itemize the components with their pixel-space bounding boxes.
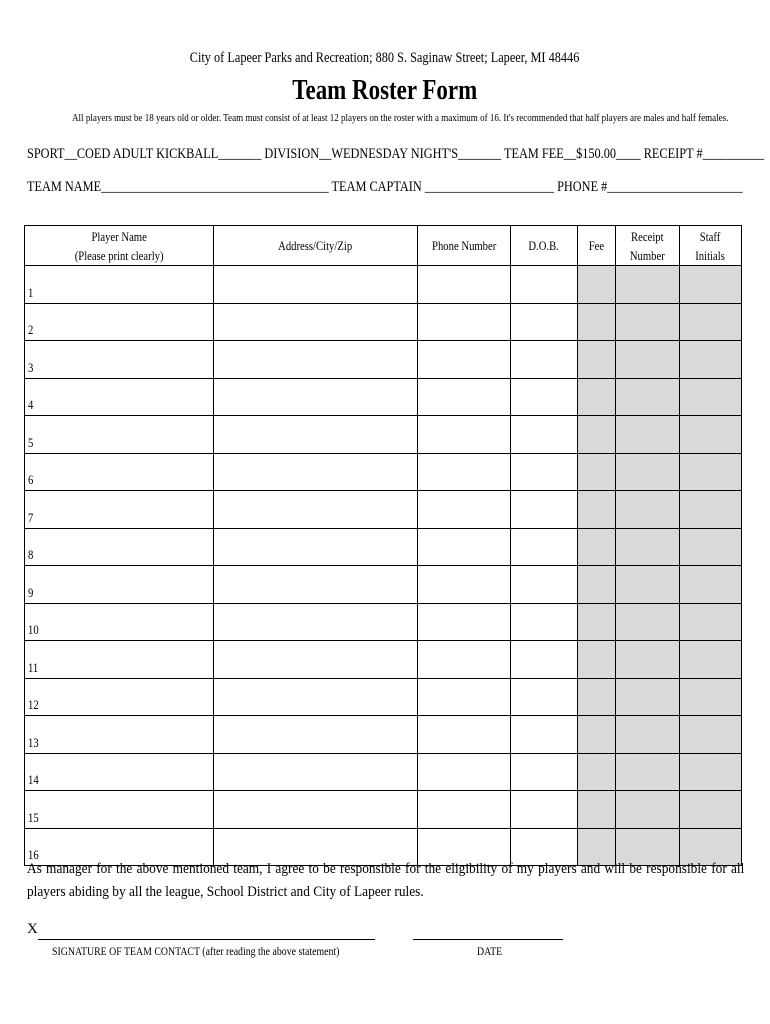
row-number: 5 xyxy=(28,434,34,450)
table-row xyxy=(25,566,742,604)
table-row xyxy=(25,528,742,566)
cell-address[interactable] xyxy=(214,453,418,491)
row-number: 1 xyxy=(28,284,34,300)
table-row xyxy=(25,641,742,679)
cell-dob[interactable] xyxy=(511,266,578,304)
cell-player-name[interactable] xyxy=(25,603,214,641)
cell-dob[interactable] xyxy=(511,378,578,416)
column-header-receipt-number: Receipt Number xyxy=(616,226,680,266)
cell-address[interactable] xyxy=(214,491,418,529)
table-row xyxy=(25,491,742,529)
cell-address[interactable] xyxy=(214,716,418,754)
cell-address[interactable] xyxy=(214,341,418,379)
cell-phone-number[interactable] xyxy=(418,378,511,416)
row-number: 2 xyxy=(28,322,34,337)
cell-fee[interactable] xyxy=(578,341,616,379)
row-number: 4 xyxy=(28,397,34,412)
table-row xyxy=(25,266,742,304)
cell-player-name[interactable] xyxy=(25,491,214,529)
cell-player-name[interactable] xyxy=(25,566,214,604)
signature-line[interactable] xyxy=(38,939,375,940)
cell-receipt-number[interactable] xyxy=(616,716,680,754)
cell-dob[interactable] xyxy=(511,453,578,491)
cell-dob[interactable] xyxy=(511,566,578,604)
page-title: Team Roster Form xyxy=(292,75,478,106)
cell-player-name[interactable] xyxy=(25,791,214,829)
column-header-staff-initials: Staff Initials xyxy=(680,226,742,266)
cell-staff-initials[interactable] xyxy=(680,641,742,679)
date-line[interactable] xyxy=(413,939,563,940)
cell-staff-initials[interactable] xyxy=(680,416,742,454)
cell-dob[interactable] xyxy=(511,716,578,754)
row-number: 11 xyxy=(28,659,39,675)
table-row xyxy=(25,678,742,716)
row-number: 10 xyxy=(28,622,39,637)
cell-phone-number[interactable] xyxy=(418,303,511,341)
cell-phone-number[interactable] xyxy=(418,678,511,716)
cell-staff-initials[interactable] xyxy=(680,378,742,416)
row-number: 15 xyxy=(28,809,39,825)
cell-staff-initials[interactable] xyxy=(680,678,742,716)
cell-receipt-number[interactable] xyxy=(616,491,680,529)
cell-fee[interactable] xyxy=(578,266,616,304)
roster-table xyxy=(24,225,742,866)
cell-player-name[interactable] xyxy=(25,753,214,791)
table-row xyxy=(25,341,742,379)
table-row xyxy=(25,453,742,491)
cell-staff-initials[interactable] xyxy=(680,716,742,754)
cell-staff-initials[interactable] xyxy=(680,341,742,379)
roster-rules: All players must be 18 years old or older. Team must consist of at least 12 players on the roster with a maximum of 16. It's recommended that half players are males and half females. xyxy=(72,112,729,124)
cell-dob[interactable] xyxy=(511,678,578,716)
cell-address[interactable] xyxy=(214,378,418,416)
cell-phone-number[interactable] xyxy=(418,716,511,754)
cell-address[interactable] xyxy=(214,416,418,454)
cell-player-name[interactable] xyxy=(25,303,214,341)
cell-phone-number[interactable] xyxy=(418,491,511,529)
row-number: 6 xyxy=(28,472,34,487)
cell-address[interactable] xyxy=(214,641,418,679)
cell-receipt-number[interactable] xyxy=(616,378,680,416)
row-number: 13 xyxy=(28,734,39,750)
cell-fee[interactable] xyxy=(578,753,616,791)
cell-fee[interactable] xyxy=(578,716,616,754)
cell-fee[interactable] xyxy=(578,303,616,341)
cell-phone-number[interactable] xyxy=(418,266,511,304)
row-number: 8 xyxy=(28,547,34,562)
team-name-captain-phone-line[interactable]: TEAM NAME_____________________________________ TEAM CAPTAIN _____________________ PHONE #______________________ xyxy=(27,179,743,195)
cell-player-name[interactable] xyxy=(25,716,214,754)
cell-player-name[interactable] xyxy=(25,266,214,304)
cell-fee[interactable] xyxy=(578,791,616,829)
cell-phone-number[interactable] xyxy=(418,453,511,491)
date-label: DATE xyxy=(477,944,503,958)
cell-dob[interactable] xyxy=(511,791,578,829)
cell-phone-number[interactable] xyxy=(418,791,511,829)
cell-receipt-number[interactable] xyxy=(616,678,680,716)
cell-receipt-number[interactable] xyxy=(616,266,680,304)
cell-staff-initials[interactable] xyxy=(680,791,742,829)
cell-player-name[interactable] xyxy=(25,341,214,379)
cell-fee[interactable] xyxy=(578,378,616,416)
cell-fee[interactable] xyxy=(578,453,616,491)
cell-receipt-number[interactable] xyxy=(616,566,680,604)
row-number: 3 xyxy=(28,359,34,375)
column-header-phone-number: Phone Number xyxy=(418,226,511,266)
cell-address[interactable] xyxy=(214,791,418,829)
cell-staff-initials[interactable] xyxy=(680,491,742,529)
cell-receipt-number[interactable] xyxy=(616,603,680,641)
cell-receipt-number[interactable] xyxy=(616,303,680,341)
cell-phone-number[interactable] xyxy=(418,603,511,641)
cell-phone-number[interactable] xyxy=(418,753,511,791)
cell-dob[interactable] xyxy=(511,416,578,454)
cell-receipt-number[interactable] xyxy=(616,341,680,379)
cell-dob[interactable] xyxy=(511,303,578,341)
cell-dob[interactable] xyxy=(511,753,578,791)
cell-address[interactable] xyxy=(214,266,418,304)
cell-player-name[interactable] xyxy=(25,528,214,566)
cell-fee[interactable] xyxy=(578,641,616,679)
cell-receipt-number[interactable] xyxy=(616,528,680,566)
cell-address[interactable] xyxy=(214,603,418,641)
cell-staff-initials[interactable] xyxy=(680,753,742,791)
column-header-fee: Fee xyxy=(578,226,616,266)
cell-receipt-number[interactable] xyxy=(616,641,680,679)
cell-address[interactable] xyxy=(214,753,418,791)
table-row xyxy=(25,378,742,416)
row-number: 16 xyxy=(28,847,39,862)
table-row xyxy=(25,716,742,754)
row-number: 14 xyxy=(28,772,39,787)
cell-phone-number[interactable] xyxy=(418,528,511,566)
cell-fee[interactable] xyxy=(578,528,616,566)
table-row xyxy=(25,303,742,341)
cell-fee[interactable] xyxy=(578,678,616,716)
cell-staff-initials[interactable] xyxy=(680,528,742,566)
column-header-address: Address/City/Zip xyxy=(214,226,418,266)
cell-fee[interactable] xyxy=(578,491,616,529)
cell-staff-initials[interactable] xyxy=(680,603,742,641)
cell-receipt-number[interactable] xyxy=(616,416,680,454)
cell-receipt-number[interactable] xyxy=(616,453,680,491)
cell-phone-number[interactable] xyxy=(418,416,511,454)
table-row xyxy=(25,791,742,829)
cell-staff-initials[interactable] xyxy=(680,266,742,304)
table-header-row xyxy=(25,226,742,266)
cell-player-name[interactable] xyxy=(25,378,214,416)
row-number: 12 xyxy=(28,697,39,712)
cell-address[interactable] xyxy=(214,678,418,716)
cell-receipt-number[interactable] xyxy=(616,791,680,829)
cell-phone-number[interactable] xyxy=(418,566,511,604)
cell-fee[interactable] xyxy=(578,603,616,641)
cell-staff-initials[interactable] xyxy=(680,566,742,604)
cell-receipt-number[interactable] xyxy=(616,753,680,791)
org-address: City of Lapeer Parks and Recreation; 880 S. Saginaw Street; Lapeer, MI 48446 xyxy=(190,50,580,66)
cell-player-name[interactable] xyxy=(25,641,214,679)
cell-phone-number[interactable] xyxy=(418,641,511,679)
cell-phone-number[interactable] xyxy=(418,341,511,379)
row-number: 9 xyxy=(28,584,34,600)
cell-address[interactable] xyxy=(214,303,418,341)
cell-address[interactable] xyxy=(214,528,418,566)
cell-player-name[interactable] xyxy=(25,416,214,454)
column-header-player-name: Player Name (Please print clearly) xyxy=(25,226,214,266)
cell-dob[interactable] xyxy=(511,341,578,379)
cell-staff-initials[interactable] xyxy=(680,453,742,491)
table-row xyxy=(25,603,742,641)
cell-player-name[interactable] xyxy=(25,453,214,491)
cell-dob[interactable] xyxy=(511,528,578,566)
row-number: 7 xyxy=(28,509,34,525)
sport-division-fee-line[interactable]: SPORT__COED ADULT KICKBALL_______ DIVISION__WEDNESDAY NIGHT'S_______ TEAM FEE__$150.00____ RECEIPT #__________ xyxy=(27,146,765,162)
cell-fee[interactable] xyxy=(578,566,616,604)
cell-staff-initials[interactable] xyxy=(680,303,742,341)
cell-fee[interactable] xyxy=(578,416,616,454)
manager-agreement: As manager for the above mentioned team, I agree to be responsible for the eligibility of my players and will be responsible for all players abiding by all the league, School District and City of Lapeer rules. xyxy=(27,861,745,900)
cell-dob[interactable] xyxy=(511,491,578,529)
signature-x-mark: X xyxy=(27,921,38,937)
signature-label: SIGNATURE OF TEAM CONTACT (after reading the above statement) xyxy=(52,944,340,958)
cell-address[interactable] xyxy=(214,566,418,604)
cell-player-name[interactable] xyxy=(25,678,214,716)
table-row xyxy=(25,753,742,791)
cell-dob[interactable] xyxy=(511,603,578,641)
table-row xyxy=(25,416,742,454)
cell-dob[interactable] xyxy=(511,641,578,679)
column-header-dob: D.O.B. xyxy=(511,226,578,266)
